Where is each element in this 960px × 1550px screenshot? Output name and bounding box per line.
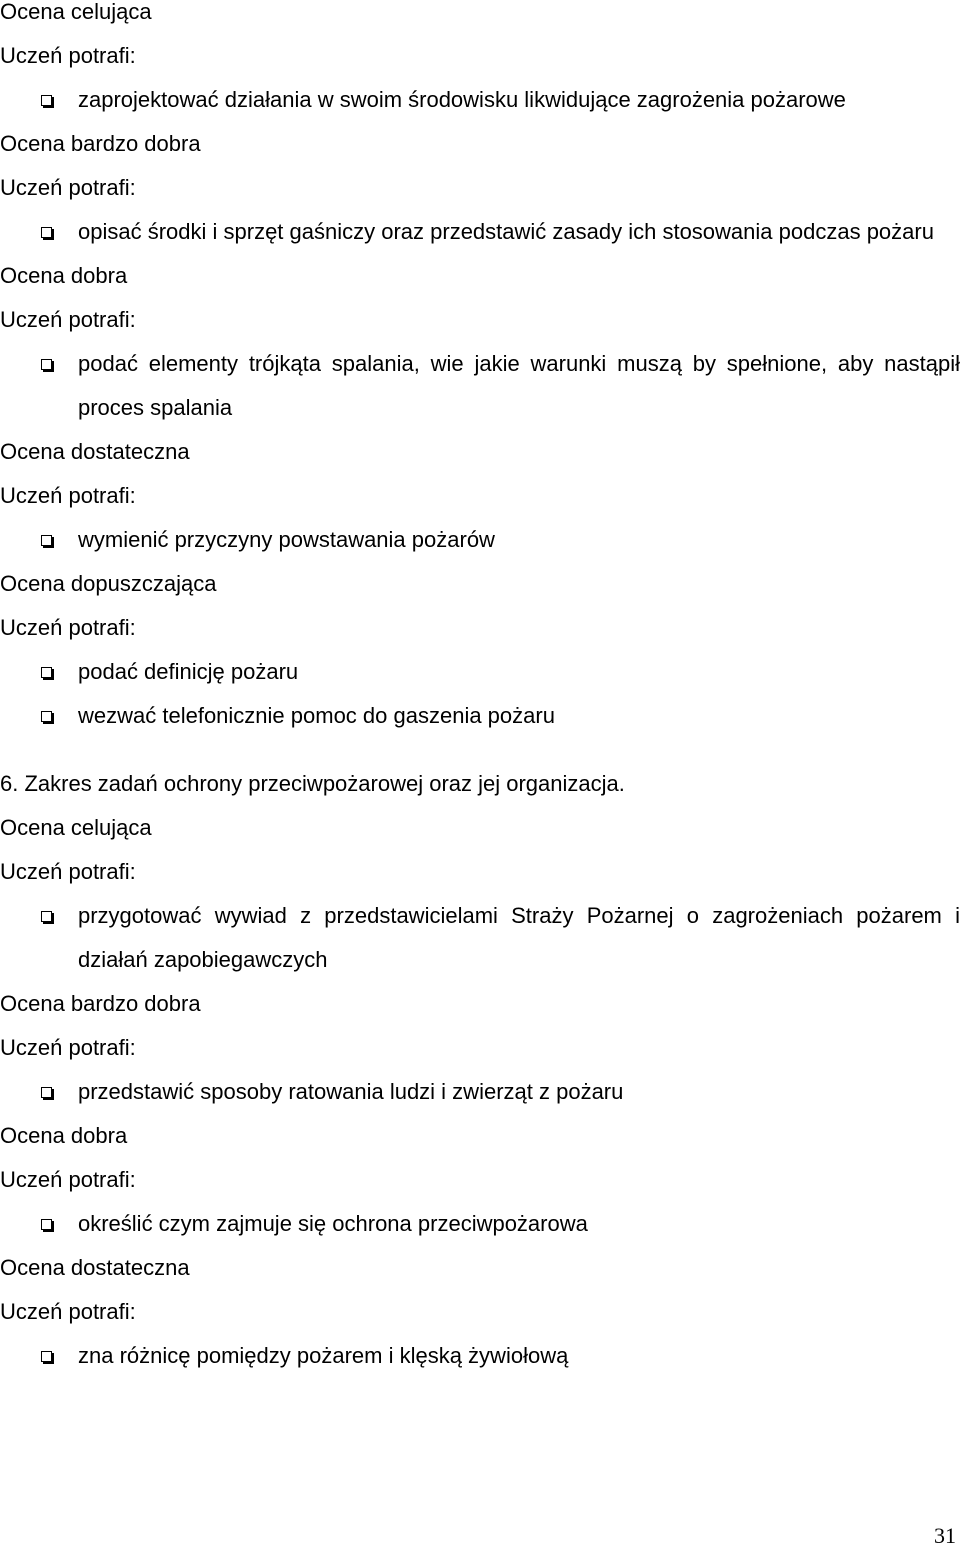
- checkbox-bullet-icon: [0, 1070, 78, 1114]
- grade-heading: Ocena dostateczna: [0, 1255, 190, 1280]
- section-6: [0, 762, 960, 1378]
- list-item-text: przygotować wywiad z przedstawicielami Straży Pożarnej o zagrożeniach pożarem i działań zapobiegawczych: [78, 903, 960, 972]
- checkbox-bullet-icon: [0, 694, 78, 738]
- list-item: [0, 894, 960, 982]
- list-item-text: zaprojektować działania w swoim środowisku likwidujące zagrożenia pożarowe: [78, 87, 846, 112]
- grade-heading: Ocena celująca: [0, 0, 152, 24]
- list-item: [0, 694, 960, 738]
- grade-heading: Ocena dopuszczająca: [0, 571, 217, 596]
- grade-intro: Uczeń potrafi:: [0, 859, 136, 884]
- list-item: [0, 1202, 960, 1246]
- grade-heading: Ocena bardzo dobra: [0, 131, 201, 156]
- checkbox-bullet-icon: [0, 1202, 78, 1246]
- list-item: [0, 650, 960, 694]
- grade-intro: Uczeń potrafi:: [0, 615, 136, 640]
- grade-intro: Uczeń potrafi:: [0, 307, 136, 332]
- section-1: [0, 0, 960, 738]
- grade-heading: Ocena bardzo dobra: [0, 991, 201, 1016]
- list-item-text: opisać środki i sprzęt gaśniczy oraz przedstawić zasady ich stosowania podczas pożaru: [78, 219, 934, 244]
- list-item-text: podać elementy trójkąta spalania, wie jakie warunki muszą by spełnione, aby nastąpił proces spalania: [78, 351, 960, 420]
- checkbox-bullet-icon: [0, 342, 78, 386]
- checkbox-bullet-icon: [0, 210, 78, 254]
- list-item-text: przedstawić sposoby ratowania ludzi i zwierząt z pożaru: [78, 1079, 624, 1104]
- list-item: [0, 1334, 960, 1378]
- grade-intro: Uczeń potrafi:: [0, 43, 136, 68]
- list-item: [0, 1070, 960, 1114]
- grade-heading: Ocena dobra: [0, 263, 128, 288]
- list-item-text: podać definicję pożaru: [78, 659, 299, 684]
- page-number: 31: [934, 1523, 956, 1548]
- grade-intro: Uczeń potrafi:: [0, 175, 136, 200]
- grade-intro: Uczeń potrafi:: [0, 483, 136, 508]
- grade-intro: Uczeń potrafi:: [0, 1299, 136, 1324]
- grade-heading: Ocena dostateczna: [0, 439, 190, 464]
- list-item: [0, 210, 960, 254]
- list-item: [0, 342, 960, 430]
- checkbox-bullet-icon: [0, 518, 78, 562]
- grade-intro: Uczeń potrafi:: [0, 1035, 136, 1060]
- list-item-text: określić czym zajmuje się ochrona przeciwpożarowa: [78, 1211, 588, 1236]
- checkbox-bullet-icon: [0, 1334, 78, 1378]
- grade-heading: Ocena dobra: [0, 1123, 128, 1148]
- list-item-text: wymienić przyczyny powstawania pożarów: [78, 527, 495, 552]
- list-item: [0, 78, 960, 122]
- grade-heading: Ocena celująca: [0, 815, 152, 840]
- section-title: 6. Zakres zadań ochrony przeciwpożarowej oraz jej organizacja.: [0, 771, 625, 796]
- checkbox-bullet-icon: [0, 78, 78, 122]
- list-item: [0, 518, 960, 562]
- list-item-text: zna różnicę pomiędzy pożarem i klęską żywiołową: [78, 1343, 569, 1368]
- checkbox-bullet-icon: [0, 650, 78, 694]
- grade-intro: Uczeń potrafi:: [0, 1167, 136, 1192]
- checkbox-bullet-icon: [0, 894, 78, 938]
- list-item-text: wezwać telefonicznie pomoc do gaszenia pożaru: [78, 703, 555, 728]
